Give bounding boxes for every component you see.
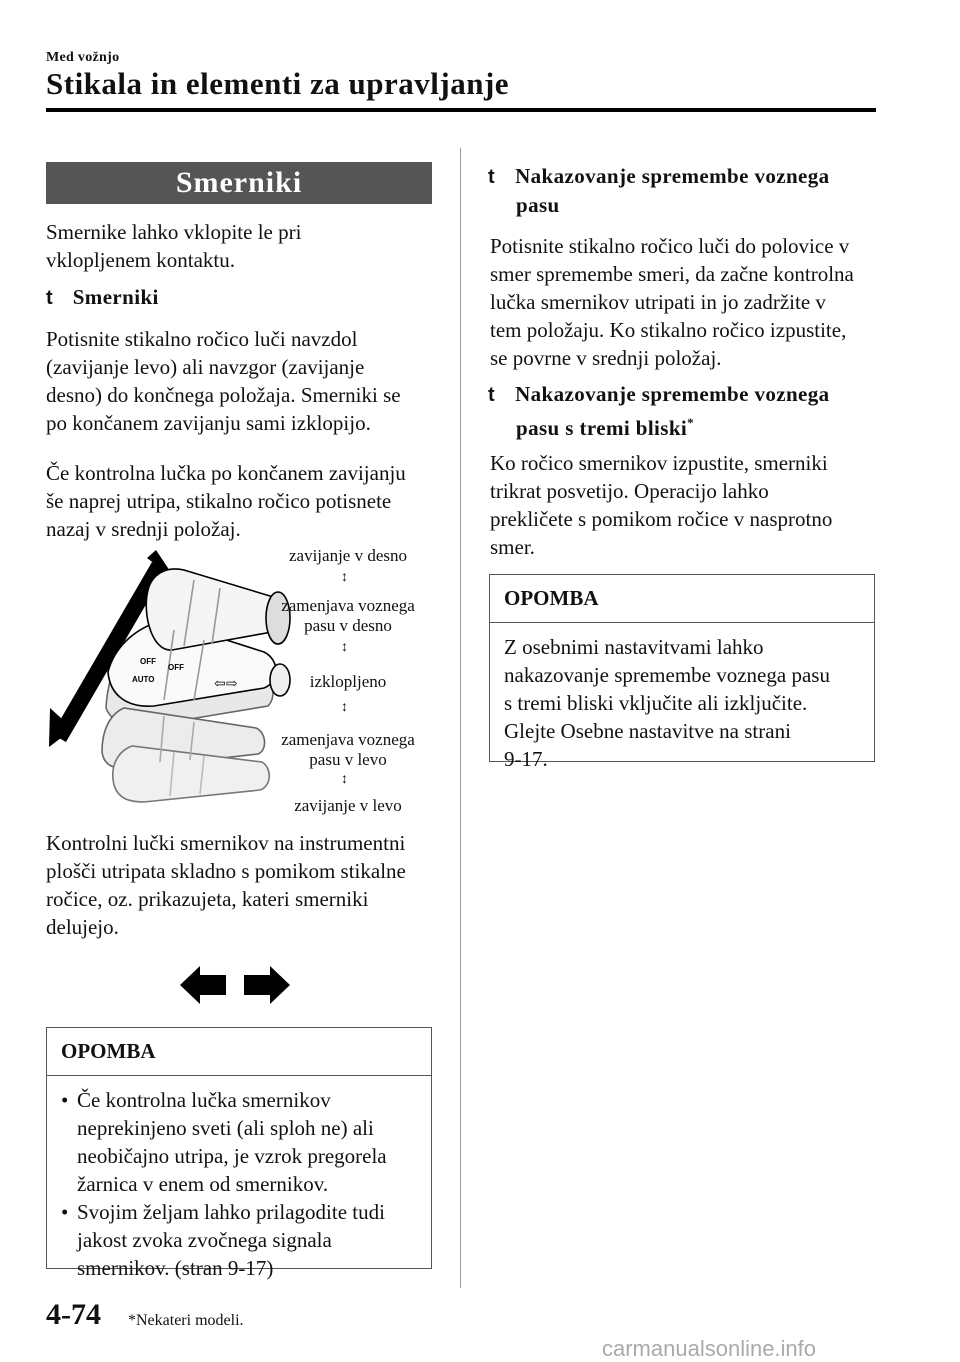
bullet-icon: •: [61, 1200, 69, 1224]
footnote-mark: *: [687, 415, 695, 430]
position-arrow-icon: ↕: [341, 700, 348, 715]
note-box-right: [489, 574, 875, 771]
heading-bullet-icon: t: [46, 287, 54, 309]
position-arrow-icon: ↕: [341, 570, 348, 585]
paragraph-lane-change: Potisnite stikalno ročico luči do polovice v smer spremembe smeri, da začne kontrolna lučka smernikov utripati in jo zadržite v tem položaju. Ko stikalno ročico izpustite, se povrne v srednji položaj.: [490, 234, 854, 370]
stalk-auto-label: AUTO: [132, 675, 155, 684]
note-box-left: [46, 1027, 432, 1280]
paragraph-3: Kontrolni lučki smernikov na instrumentni plošči utripata skladno s pomikom stikalne ročice, oz. prikazujeta, kateri smerniki delujejo.: [46, 831, 406, 939]
label-lane-right: zamenjava voznega pasu v desno: [281, 596, 415, 635]
heading-three-flash: t Nakazovanje spremembe voznega pasu s tremi bliski*: [488, 382, 830, 440]
note-title: OPOMBA: [47, 1028, 431, 1076]
page-title: Stikala in elementi za upravljanje: [46, 66, 510, 101]
label-lane-left: zamenjava voznega pasu v levo: [281, 730, 415, 769]
heading-lane-change: t Nakazovanje spremembe voznega pasu: [488, 164, 830, 217]
note-body: Z osebnimi nastavitvami lahko nakazovanje spremembe voznega pasu s tremi bliski vključite ali izključite. Glejte Osebne nastavitve na strani 9-17.: [504, 635, 830, 771]
section-label: Med vožnjo: [46, 50, 120, 65]
right-turn-indicator-icon: [244, 966, 290, 1004]
page-number: 4-74: [46, 1298, 101, 1331]
paragraph-1: Potisnite stikalno ročico luči navzdol (zavijanje levo) ali navzgor (zavijanje desno) do končnega položaja. Smerniki se po končanem zavijanju sami izklopijo.: [46, 327, 401, 435]
note-body: • Če kontrolna lučka smernikov neprekinjeno sveti (ali sploh ne) ali neobičajno utripa, je vzrok pregorela žarnica v enem od smernikov. • Svojim željam lahko prilagodite tudi jakost zvoka zvočnega signala smernikov. (stran 9-17): [61, 1088, 387, 1280]
section-banner: Smerniki: [46, 162, 432, 204]
stalk-off-label-2: OFF: [168, 663, 184, 672]
heading-smerniki: t Smerniki: [46, 285, 159, 309]
label-off: izklopljeno: [309, 672, 387, 691]
position-arrow-icon: ↕: [341, 772, 348, 787]
intro-text: Smernike lahko vklopite le pri vklopljenem kontaktu.: [46, 220, 302, 272]
label-right-turn: zavijanje v desno: [288, 546, 407, 565]
bullet-icon: •: [61, 1088, 69, 1112]
footnote: *Nekateri modeli.: [128, 1312, 244, 1329]
note-title: OPOMBA: [490, 575, 874, 623]
column-divider: [460, 148, 461, 1288]
paragraph-three-flash: Ko ročico smernikov izpustite, smerniki trikrat posvetijo. Operacijo lahko prekličete s pomikom ročice v nasprotno smer.: [490, 451, 833, 559]
turn-indicators: [178, 964, 294, 1006]
stalk-off-label-1: OFF: [140, 657, 156, 666]
heading-bullet-icon: t: [488, 384, 496, 406]
title-rule: [46, 108, 876, 112]
position-arrow-icon: ↕: [341, 640, 348, 655]
watermark: carmanualsonline.info: [602, 1336, 817, 1361]
left-turn-indicator-icon: [180, 966, 226, 1004]
heading-bullet-icon: t: [488, 166, 496, 188]
turn-arrows-icon: ⇦⇨: [214, 677, 238, 692]
paragraph-2: Če kontrolna lučka po končanem zavijanju še naprej utripa, stikalno ročico potisnete nazaj v srednji položaj.: [46, 461, 406, 541]
label-left-turn: zavijanje v levo: [294, 796, 402, 815]
